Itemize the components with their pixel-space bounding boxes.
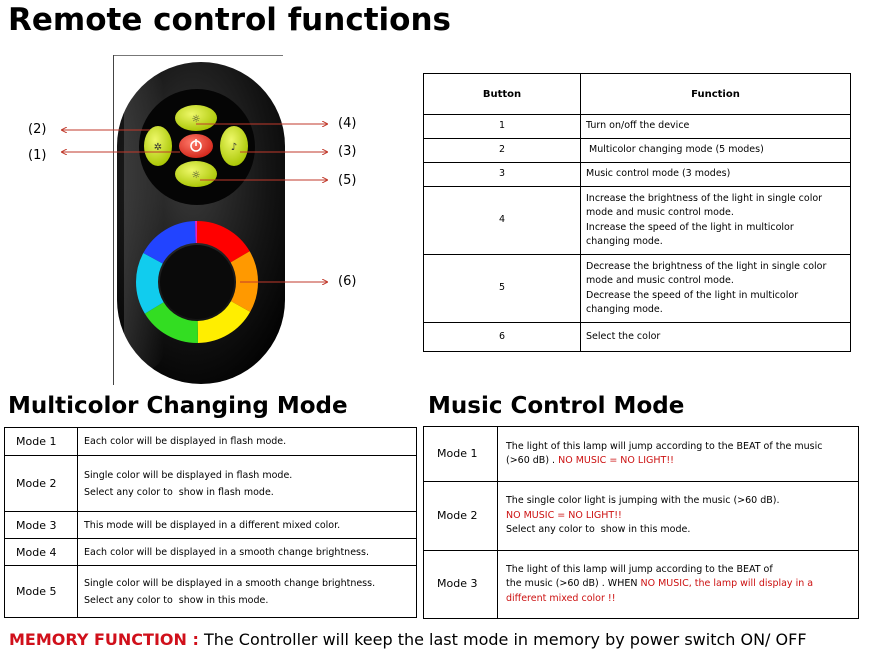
music-section-title: Music Control Mode (428, 393, 685, 419)
warning-text: NO MUSIC = NO LIGHT!! (506, 509, 622, 521)
table-row (424, 482, 859, 551)
function-line: mode and music control mode. (586, 207, 734, 218)
button-5-icon[interactable] (175, 161, 217, 187)
warning-text: NO MUSIC = NO LIGHT!! (558, 455, 674, 466)
mode-label: Mode 4 (5, 539, 78, 566)
mode-label: Mode 5 (5, 566, 78, 618)
page-title: Remote control functions (8, 2, 451, 38)
function-line: Increase the brightness of the light in single color (586, 192, 823, 204)
function-line: Decrease the speed of the light in multicolor (586, 289, 799, 301)
description-line: Single color will be displayed in flash mode. (84, 469, 293, 481)
memory-function-text: The Controller will keep the last mode in memory by power switch ON/ OFF (198, 630, 807, 649)
table-row (5, 539, 417, 566)
button-2-icon[interactable] (144, 126, 172, 166)
button-function (581, 187, 851, 255)
table-row (424, 187, 851, 255)
button-number: 4 (424, 187, 581, 255)
description-line: Each color will be displayed in a smooth change brightness. (84, 546, 369, 558)
description-line: The light of this lamp will jump according to the BEAT of the music (506, 440, 823, 452)
mode-description (78, 512, 417, 539)
description-text: the music (>60 dB) . WHEN (506, 578, 641, 590)
description-line: The light of this lamp will jump according to the BEAT of (506, 563, 773, 575)
mode-description (498, 551, 859, 619)
mode-label: Mode 2 (424, 482, 498, 551)
description-line: Select any color to show in this mode. (506, 524, 691, 536)
table-row (424, 551, 859, 619)
button-function: Select the color (581, 323, 851, 352)
table-row (424, 163, 851, 187)
button-number: 2 (424, 139, 581, 163)
button-function (581, 255, 851, 323)
function-line: Increase the speed of the light in multicolor (586, 221, 794, 233)
table-row (5, 456, 417, 512)
power-button-icon[interactable] (179, 134, 213, 158)
function-line: changing mode. (586, 236, 663, 247)
button-number: 6 (424, 323, 581, 352)
description-line: The single color light is jumping with the music (>60 dB). (506, 495, 780, 507)
remote-illustration (0, 0, 420, 400)
table-row (5, 512, 417, 539)
callout-label-3: (3) (338, 144, 357, 159)
function-line: changing mode. (586, 304, 663, 315)
button-number: 3 (424, 163, 581, 187)
button-function: Turn on/off the device (581, 115, 851, 139)
mode-description (78, 456, 417, 512)
description-line: Each color will be displayed in flash mode. (84, 436, 287, 447)
button-function: Multicolor changing mode (5 modes) (581, 139, 851, 163)
mode-description (498, 482, 859, 551)
svg-text:☼: ☼ (191, 170, 201, 181)
callout-label-2: (2) (28, 122, 47, 137)
mode-description (78, 539, 417, 566)
mode-description (498, 427, 859, 482)
memory-function-label: MEMORY FUNCTION : (9, 630, 199, 649)
table-row (424, 139, 851, 163)
button-function-table (423, 73, 851, 352)
table-row (424, 255, 851, 323)
callout-label-5: (5) (338, 173, 357, 188)
mode-description (78, 566, 417, 618)
button-number: 1 (424, 115, 581, 139)
color-wheel[interactable] (147, 232, 247, 332)
callout-label-1: (1) (28, 148, 47, 163)
svg-text:♪: ♪ (230, 142, 238, 153)
callout-label-4: (4) (338, 116, 357, 131)
button-number: 5 (424, 255, 581, 323)
button-function: Music control mode (3 modes) (581, 163, 851, 187)
description-line: This mode will be displayed in a different mixed color. (84, 519, 341, 531)
table-row (424, 323, 851, 352)
svg-text:☼: ☼ (191, 114, 201, 125)
music-mode-table (423, 426, 859, 619)
warning-text: different mixed color !! (506, 592, 616, 604)
mode-label: Mode 3 (424, 551, 498, 619)
multicolor-section-title: Multicolor Changing Mode (8, 393, 348, 419)
column-header-function: Function (581, 74, 851, 115)
table-row (424, 427, 859, 482)
description-line (506, 454, 850, 469)
svg-text:✲: ✲ (153, 142, 163, 153)
description-line: Select any color to show in flash mode. (84, 486, 274, 498)
multicolor-mode-table (4, 427, 417, 618)
mode-label: Mode 1 (5, 428, 78, 456)
mode-label: Mode 1 (424, 427, 498, 482)
description-text: (>60 dB) . (506, 455, 559, 466)
memory-function-note (9, 630, 807, 649)
button-4-icon[interactable] (175, 105, 217, 131)
table-row (424, 115, 851, 139)
callout-label-6: (6) (338, 274, 357, 289)
table-row (5, 428, 417, 456)
warning-text: NO MUSIC, the lamp will display in a (640, 578, 814, 590)
mode-description (78, 428, 417, 456)
mode-label: Mode 3 (5, 512, 78, 539)
table-row (5, 566, 417, 618)
mode-label: Mode 2 (5, 456, 78, 512)
function-line: mode and music control mode. (586, 275, 734, 286)
function-line: Decrease the brightness of the light in single color (586, 260, 827, 272)
button-3-icon[interactable] (220, 126, 248, 166)
description-line: Select any color to show in this mode. (84, 594, 269, 606)
column-header-button: Button (424, 74, 581, 115)
description-line (506, 577, 850, 592)
table-header-row (424, 74, 851, 115)
description-line: Single color will be displayed in a smooth change brightness. (84, 577, 376, 589)
